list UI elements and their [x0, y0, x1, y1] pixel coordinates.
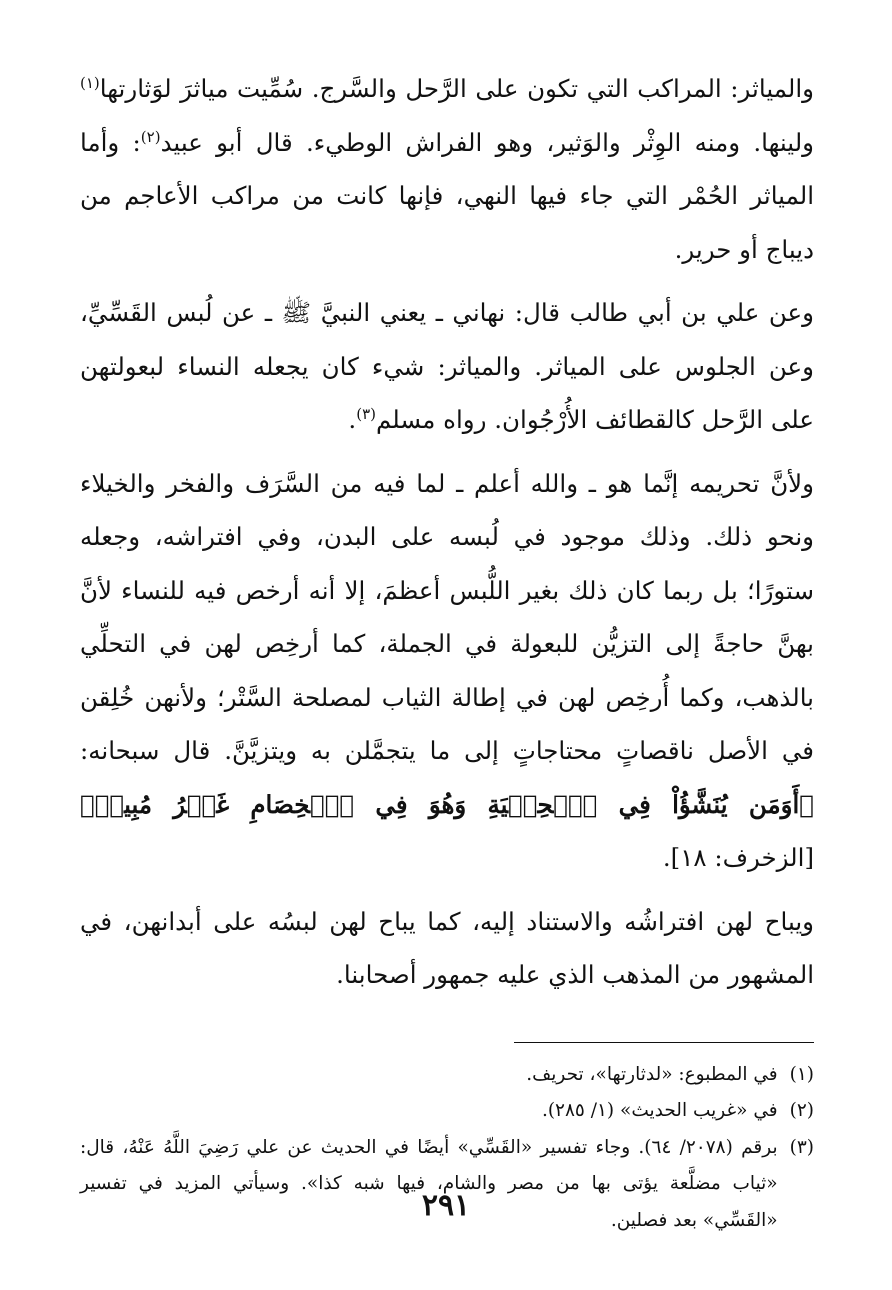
paragraph-permission-women [80, 895, 814, 1002]
paragraph-text: وعن علي بن أبي طالب قال: نهاني ـ يعني النبيَّ ﷺ ـ عن لُبس القَسِّيِّ، وعن الجلوس على المياثر. والمياثر: شيء كان يجعله النساء لبعولتهن على الرَّحل كالقطائف الأُرْجُوان. رواه مسلم [80, 298, 814, 434]
paragraph-text: ويباح لهن افتراشُه والاستناد إليه، كما يباح لهن لبسُه على أبدانهن، في المشهور من المذهب الذي عليه جمهور أصحابنا. [80, 906, 814, 989]
paragraph-text: . [348, 405, 357, 434]
footnote-divider [514, 1042, 814, 1043]
footnote-text: برقم (٢٠٧٨/ ٦٤). وجاء تفسير «القَسِّي» أيضًا في الحديث عن علي رَضِيَ اللَّهُ عَنْهُ، قال: «ثياب مضلَّعة يؤتى بها من مصر والشام، فيها شبه كذا». وسيأتي المزيد في تفسير «القَسِّي» بعد فصلين. [80, 1136, 778, 1231]
paragraph-text: والمياثر: المراكب التي تكون على الرَّحل والسَّرج. سُمِّيت مياثرَ لوَثارتها [99, 74, 814, 103]
page-number: ٢٩١ [421, 1188, 471, 1223]
paragraph-text: ولأنَّ تحريمه إنَّما هو ـ والله أعلم ـ لما فيه من السَّرَف والفخر والخيلاء ونحو ذلك. وذلك موجود في لُبسه على البدن، وفي افتراشه، وجعله ستورًا؛ بل ربما كان ذلك بغير اللُّبس أعظمَ، إلا أنه أرخص فيه للنساء لأنَّ بهنَّ حاجةً إلى التزيُّن للبعولة في الجملة، كما أرخِص لهن في التحلِّي بالذهب، وكما أُرخِص لهن في إطالة الثياب لمصلحة السَّتْر؛ ولأنهن خُلِقن في الأصل ناقصاتٍ محتاجاتٍ إلى ما يتجمَّلن به ويتزيَّنَّ. قال سبحانه: [80, 468, 814, 765]
footnote-number: (٣) [789, 1136, 814, 1158]
footnote-ref-2[interactable]: (٢) [140, 127, 161, 146]
footnote-number: (٢) [789, 1100, 814, 1121]
footnote-2 [80, 1093, 814, 1130]
footnote-1 [80, 1057, 814, 1094]
footnote-text: في المطبوع: «لدثارتها»، تحريف. [526, 1063, 778, 1085]
footnote-ref-3[interactable]: (٣) [356, 404, 376, 423]
paragraph-text: : وأما المياثر الحُمْر التي جاء فيها النهي، فإنها كانت من مراكب الأعاجم من ديباج أو حرير. [80, 127, 814, 264]
quran-verse: ﴿أَوَمَن يُنَشَّؤُاْ فِي ٱلۡحِلۡيَةِ وَهُوَ فِي ٱلۡخِصَامِ غَيۡرُ مُبِينٖ﴾ [80, 789, 814, 819]
paragraph-prohibition-reason [80, 457, 814, 885]
footnote-text: في «غريب الحديث» (١/ ٢٨٥). [541, 1100, 778, 1121]
paragraph-mayathir-definition [80, 62, 814, 276]
paragraph-hadith-ali [80, 286, 814, 447]
paragraph-text: ولينها. ومنه الوِثْر والوَثير، وهو الفراش الوطيء. قال أبو عبيد [160, 127, 814, 157]
verse-citation: [الزخرف: ١٨]. [662, 843, 814, 872]
footnote-number: (١) [789, 1063, 814, 1085]
footnote-ref-1[interactable]: (١) [80, 73, 100, 92]
